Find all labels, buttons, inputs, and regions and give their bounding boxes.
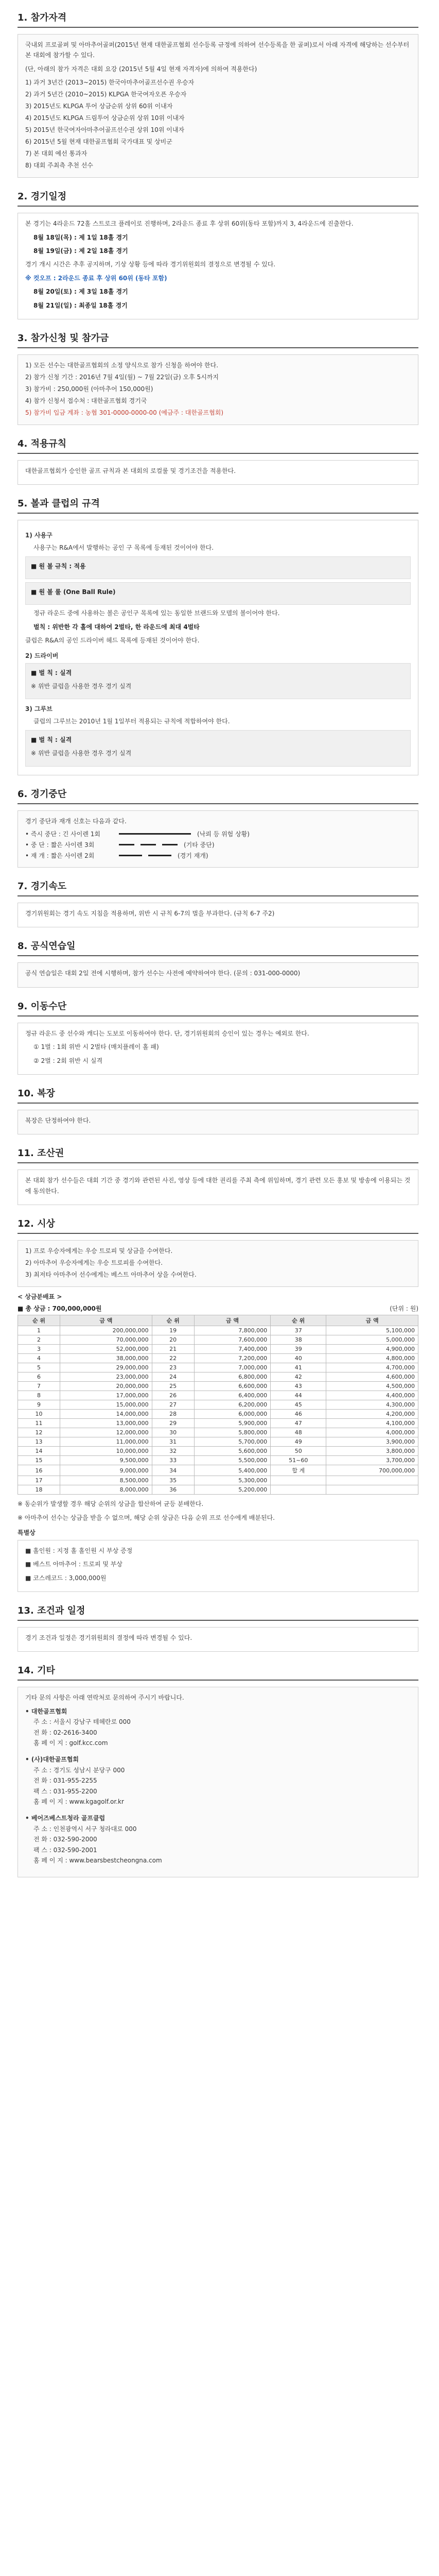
amount-cell: 4,900,000 [326,1345,418,1354]
entry-box [17,354,418,425]
amount-cell: 10,000,000 [60,1447,152,1456]
rank-cell [271,1485,326,1495]
section-title: 4. 적용규칙 [17,436,418,454]
amount-cell: 7,400,000 [194,1345,271,1354]
eligibility-note: (단, 아래의 참가 자격은 대회 요강 (2015년 5월 4일 현재 자격자)에 의하여 적용한다) [25,65,257,73]
table-row [18,1437,418,1447]
amount-cell [326,1476,418,1485]
equipment-box [17,520,418,775]
section-title: 11. 조산권 [17,1146,418,1163]
conditions-text: 경기 조건과 일정은 경기위원회의 결정에 따라 변경될 수 있다. [25,1634,192,1642]
amount-cell: 700,000,000 [326,1465,418,1476]
amount-cell: 4,400,000 [326,1391,418,1400]
table-row [18,1335,418,1345]
schedule-day: 8월 19일(금) : 제 2일 18홀 경기 [33,247,128,255]
dress-text: 복장은 단정하여야 한다. [25,1116,91,1124]
table-row [18,1456,418,1465]
amount-cell: 15,000,000 [60,1400,152,1410]
rank-cell: 30 [152,1428,194,1437]
rule-line: ■ 원 볼 규칙 : 적용 [31,562,86,570]
prize-table-title: < 상금분배표 > [17,1293,62,1301]
prize-table [17,1315,418,1495]
rank-cell: 50 [271,1447,326,1456]
rank-cell: 8 [18,1391,60,1400]
rank-cell: 45 [271,1400,326,1410]
amount-cell: 52,000,000 [60,1345,152,1354]
section-practice [17,939,418,987]
list-item: 1) 모든 선수는 대한골프협회의 소정 양식으로 참가 신청을 하여야 한다. [25,361,219,369]
section-suspension [17,787,418,868]
suspension-text: 경기 중단과 재개 신호는 다음과 같다. [25,817,127,825]
amount-cell: 8,000,000 [60,1485,152,1495]
rank-cell: 37 [271,1326,326,1335]
amount-cell: 4,500,000 [326,1382,418,1391]
rank-cell: 18 [18,1485,60,1495]
section-rights [17,1146,418,1205]
amount-cell: 6,600,000 [194,1382,271,1391]
amount-cell: 5,200,000 [194,1485,271,1495]
table-row [18,1465,418,1476]
penalty-text: 벌칙 : 위반한 각 홀에 대하여 2벌타, 한 라운드에 최대 4벌타 [33,623,200,631]
table-row [18,1428,418,1437]
rank-cell: 14 [18,1447,60,1456]
rank-cell: 29 [152,1419,194,1428]
rank-cell: 22 [152,1354,194,1363]
list-item: 3) 참가비 : 250,000원 (아마추어 150,000원) [25,385,153,393]
amount-cell: 5,300,000 [194,1476,271,1485]
section-other [17,1663,418,1877]
suspension-box [17,810,418,868]
rank-cell: 16 [18,1465,60,1476]
section-transport [17,999,418,1075]
practice-text: 공식 연습일은 대회 2일 전에 시행하며, 참가 선수는 사전에 예약하여야 한다. (문의 : 031-000-0000) [25,970,301,977]
amount-cell: 7,800,000 [194,1326,271,1335]
list-item: 2) 참가 신청 기간 : 2016년 7월 4일(월) ~ 7월 22일(금) 오후 5시까지 [25,373,219,381]
rank-cell: 32 [152,1447,194,1456]
rights-text: 본 대회 참가 선수들은 대회 기간 중 경기와 관련된 사진, 영상 등에 대한 권리를 주최 측에 위임하며, 경기 관련 모든 홍보 및 방송에 이용되는 것에 동의한다. [25,1177,411,1195]
rank-cell: 15 [18,1456,60,1465]
amount-cell: 5,800,000 [194,1428,271,1437]
section-title: 9. 이동수단 [17,999,418,1016]
rank-cell: 39 [271,1345,326,1354]
schedule-intro: 본 경기는 4라운드 72홀 스트로크 플레이로 진행하며, 2라운드 종료 후 상위 60위(동타 포함)까지 3, 4라운드에 진출한다. [25,220,354,228]
amount-cell: 5,600,000 [194,1447,271,1456]
amount-cell: 3,800,000 [326,1447,418,1456]
table-row [18,1382,418,1391]
list-item: 2) 과거 5년간 (2010~2015) KLPGA 한국여자오픈 우승자 [25,91,187,98]
amount-cell: 70,000,000 [60,1335,152,1345]
rank-cell: 20 [152,1335,194,1345]
rank-cell: 10 [18,1410,60,1419]
special-award: ■ 코스레코드 : 3,000,000원 [25,1574,107,1582]
transport-penalty: ② 2벌 : 2회 위반 시 실격 [33,1057,103,1064]
amount-cell: 3,700,000 [326,1456,418,1465]
table-row [18,1345,418,1354]
list-item: 8) 대회 주최측 추천 선수 [25,162,93,170]
unit-label: (단위 : 원) [390,1305,418,1313]
total-prize: ■ 총 상금 : 700,000,000원 [17,1305,102,1313]
transport-penalty: ① 1벌 : 1회 위반 시 2벌타 (매치플레이 홀 패) [33,1043,159,1051]
table-row [18,1447,418,1456]
rank-cell: 11 [18,1419,60,1428]
section-rules [17,436,418,485]
rank-cell: 합 계 [271,1465,326,1476]
table-row [18,1372,418,1382]
amount-cell: 6,200,000 [194,1400,271,1410]
amount-cell: 38,000,000 [60,1354,152,1363]
rank-cell: 9 [18,1400,60,1410]
section-conditions [17,1603,418,1652]
amount-cell: 5,000,000 [326,1335,418,1345]
amount-cell: 9,500,000 [60,1456,152,1465]
rank-cell: 7 [18,1382,60,1391]
list-item: 2) 아마추어 우승자에게는 우승 트로피를 수여한다. [25,1259,163,1267]
rank-cell: 51~60 [271,1456,326,1465]
amount-cell: 6,800,000 [194,1372,271,1382]
eligibility-list [25,77,411,171]
amount-cell: 7,000,000 [194,1363,271,1372]
section-awards [17,1216,418,1592]
contact-intro: 기타 문의 사항은 아래 연락처로 문의하여 주시기 바랍니다. [25,1694,184,1702]
special-award-title: 특별상 [17,1529,36,1536]
section-title: 1. 참가자격 [17,10,418,28]
amount-cell: 14,000,000 [60,1410,152,1419]
contact-item: • 대한골프협회 주 소 : 서울시 강남구 테헤란로 000 전 화 : 02-2616-3400 홈 페 이 지 : golf.kcc.com [25,1707,131,1747]
rank-cell: 33 [152,1456,194,1465]
schedule-day: 8월 20일(토) : 제 3일 18홀 경기 [33,288,128,296]
amount-cell: 23,000,000 [60,1372,152,1382]
rank-cell: 17 [18,1476,60,1485]
amount-cell: 20,000,000 [60,1382,152,1391]
rank-cell: 48 [271,1428,326,1437]
rank-cell: 12 [18,1428,60,1437]
schedule-day: 8월 18일(목) : 제 1일 18홀 경기 [33,233,128,241]
section-dress [17,1086,418,1134]
subsection-title: 1) 사용구 [25,532,52,539]
section-title: 2. 경기일정 [17,189,418,207]
amount-cell [326,1485,418,1495]
schedule-box [17,213,418,319]
amount-cell: 4,600,000 [326,1372,418,1382]
amount-cell: 4,800,000 [326,1354,418,1363]
table-row [18,1363,418,1372]
amount-cell: 12,000,000 [60,1428,152,1437]
table-row [18,1419,418,1428]
signal-short-bar [148,855,171,856]
rule-text: 정규 라운드 중에 사용하는 볼은 공인구 목록에 있는 동일한 브랜드와 모델의 볼이어야 한다. [33,609,280,617]
signal-row: • 즉시 중단 : 긴 사이렌 1회 (낙뢰 등 위험 상황) [25,830,250,838]
list-item: 5) 참가비 입금 계좌 : 농협 301-0000-0000-00 (예금주 : 대한골프협회) [25,409,223,416]
subsection-title: 3) 그루브 [25,705,52,713]
rank-cell: 42 [271,1372,326,1382]
list-item: 7) 본 대회 예선 통과자 [25,150,87,158]
amount-cell: 7,600,000 [194,1335,271,1345]
section-schedule [17,189,418,319]
amount-cell: 8,500,000 [60,1476,152,1485]
amount-cell: 3,900,000 [326,1437,418,1447]
rank-cell: 41 [271,1363,326,1372]
rank-cell: 27 [152,1400,194,1410]
signal-long-bar [119,833,191,835]
transport-text: 정규 라운드 중 선수와 캐디는 도보로 이동하여야 한다. 단, 경기위원회의 승인이 있는 경우는 예외로 한다. [25,1029,309,1037]
rank-cell: 24 [152,1372,194,1382]
table-row [18,1400,418,1410]
rank-cell: 40 [271,1354,326,1363]
table-row [18,1354,418,1363]
section-title: 12. 시상 [17,1216,418,1234]
list-item: 1) 과거 3년간 (2013~2015) 한국아마추어골프선수권 우승자 [25,79,195,87]
amount-cell: 4,100,000 [326,1419,418,1428]
rank-cell: 25 [152,1382,194,1391]
rank-cell: 3 [18,1345,60,1354]
contact-item: • 베어즈베스트청라 골프클럽 주 소 : 인천광역시 서구 청라대로 000 전 화 : 032-590-2000 팩 스 : 032-590-2001 홈 페 이 지 : www.bearsbestcheongna.com [25,1815,162,1864]
amount-cell: 13,000,000 [60,1419,152,1428]
section-entry [17,331,418,425]
rank-cell: 26 [152,1391,194,1400]
groove-text: 클럽의 그루브는 2010년 1월 1일부터 적용되는 규칙에 적합하여야 한다. [33,718,230,725]
section-title: 5. 볼과 클럽의 규격 [17,496,418,514]
rule-line: ■ 원 볼 룰 (One Ball Rule) [31,588,116,596]
amount-cell: 11,000,000 [60,1437,152,1447]
section-title: 8. 공식연습일 [17,939,418,956]
section-pace [17,879,418,927]
contact-box [17,1687,418,1877]
rank-cell [271,1476,326,1485]
section-title: 13. 조건과 일정 [17,1603,418,1621]
amount-cell: 6,000,000 [194,1410,271,1419]
amount-cell: 7,200,000 [194,1354,271,1363]
rank-cell: 44 [271,1391,326,1400]
contact-item: • (사)대한골프협회 주 소 : 경기도 성남시 분당구 000 전 화 : 031-955-2255 팩 스 : 031-955-2200 홈 페 이 지 : www.kgagolf.or.kr [25,1756,125,1805]
list-item: 6) 2015년 5월 현재 대한골프협회 국가대표 및 상비군 [25,138,172,146]
list-item: 4) 2015년도 KLPGA 드림투어 상금순위 상위 10위 이내자 [25,114,185,122]
list-item: 4) 참가 신청서 접수처 : 대한골프협회 경기국 [25,397,147,404]
table-row [18,1391,418,1400]
rank-cell: 36 [152,1485,194,1495]
rank-cell: 19 [152,1326,194,1335]
eligibility-intro: 국내외 프로골퍼 및 아마추어골퍼(2015년 현재 대한골프협회 선수등록 규정에 의하여 선수등록을 한 골퍼)로서 아래 자격에 해당하는 선수부터 본 대회에 참가할 수 있다. [25,41,410,59]
amount-cell: 4,300,000 [326,1400,418,1410]
section-equipment [17,496,418,775]
table-row [18,1485,418,1495]
section-title: 3. 참가신청 및 참가금 [17,331,418,348]
signal-row: • 중 단 : 짧은 사이렌 3회 (기타 중단) [25,841,215,849]
schedule-day: 8월 21일(일) : 최종일 18홀 경기 [33,301,128,309]
special-award: ■ 베스트 아마추어 : 트로피 및 부상 [25,1561,122,1568]
amount-cell: 5,900,000 [194,1419,271,1428]
rank-cell: 46 [271,1410,326,1419]
signal-short-bar [119,855,142,856]
pace-text: 경기위원회는 경기 속도 지침을 적용하며, 위반 시 규칙 6-7의 벌을 부과한다. (규칙 6-7 주2) [25,909,275,917]
rules-text: 대한골프협회가 승인한 골프 규칙과 본 대회의 로컬룰 및 경기조건을 적용한다. [25,467,236,474]
rank-cell: 4 [18,1354,60,1363]
rank-cell: 43 [271,1382,326,1391]
section-title: 10. 복장 [17,1086,418,1104]
amount-cell: 6,400,000 [194,1391,271,1400]
section-title: 6. 경기중단 [17,787,418,804]
amount-cell: 4,000,000 [326,1428,418,1437]
list-item: 3) 2015년도 KLPGA 투어 상금순위 상위 60위 이내자 [25,103,173,110]
driver-intro: 클럽은 R&A의 공인 드라이버 헤드 목록에 등재된 것이어야 한다. [25,637,200,645]
awards-box [17,1240,418,1287]
rank-cell: 21 [152,1345,194,1354]
rank-cell: 34 [152,1465,194,1476]
rule-line: ■ 벌 칙 : 실격 [31,736,72,743]
eligibility-box [17,34,418,178]
schedule-mid: 경기 개시 시간은 추후 공지하며, 기상 상황 등에 따라 경기위원회의 결정으로 변경될 수 있다. [25,261,276,268]
amount-cell: 5,500,000 [194,1456,271,1465]
ball-text: 사용구는 R&A에서 발행하는 공인 구 목록에 등재된 것이어야 한다. [33,544,214,552]
signal-short-bar [162,844,178,845]
amount-cell: 5,700,000 [194,1437,271,1447]
rule-line: ■ 벌 칙 : 실격 [31,669,72,676]
signal-row: • 재 개 : 짧은 사이렌 2회 (경기 재개) [25,852,208,859]
list-item: 3) 최저타 아마추어 선수에게는 베스트 아마추어 상을 수여한다. [25,1271,197,1279]
amount-cell: 200,000,000 [60,1326,152,1335]
rank-cell: 5 [18,1363,60,1372]
rank-cell: 6 [18,1372,60,1382]
rank-cell: 47 [271,1419,326,1428]
amount-cell: 17,000,000 [60,1391,152,1400]
table-header-row: 순 위 금 액 순 위 금 액 순 위 금 액 [18,1315,418,1326]
table-row [18,1476,418,1485]
signal-short-bar [141,844,156,845]
amount-cell: 5,400,000 [194,1465,271,1476]
special-award: ■ 홀인원 : 지정 홀 홀인원 시 부상 증정 [25,1547,133,1554]
rank-cell: 28 [152,1410,194,1419]
list-item: 5) 2015년 한국여자아마추어골프선수권 상위 10위 이내자 [25,126,185,134]
amount-cell: 5,100,000 [326,1326,418,1335]
rule-line: ※ 위반 클럽을 사용한 경우 경기 실격 [31,683,132,690]
rule-line: ※ 위반 클럽을 사용한 경우 경기 실격 [31,750,132,757]
table-row [18,1410,418,1419]
signal-short-bar [119,844,134,845]
rank-cell: 38 [271,1335,326,1345]
rank-cell: 2 [18,1335,60,1345]
rank-cell: 13 [18,1437,60,1447]
prize-note: ※ 동순위가 발생할 경우 해당 순위의 상금을 합산하여 균등 분배한다. [17,1500,204,1508]
amount-cell: 9,000,000 [60,1465,152,1476]
table-row [18,1326,418,1335]
cutoff-note: ※ 컷오프 : 2라운드 종료 후 상위 60위 (동타 포함) [25,274,167,282]
rank-cell: 31 [152,1437,194,1447]
rank-cell: 1 [18,1326,60,1335]
amount-cell: 4,700,000 [326,1363,418,1372]
amount-cell: 4,200,000 [326,1410,418,1419]
rank-cell: 35 [152,1476,194,1485]
prize-note: ※ 아마추어 선수는 상금을 받을 수 없으며, 해당 순위 상금은 다음 순위 프로 선수에게 배분된다. [17,1514,275,1521]
section-title: 14. 기타 [17,1663,418,1681]
rank-cell: 23 [152,1363,194,1372]
list-item: 1) 프로 우승자에게는 우승 트로피 및 상금을 수여한다. [25,1247,173,1255]
amount-cell: 29,000,000 [60,1363,152,1372]
section-eligibility [17,10,418,178]
section-title: 7. 경기속도 [17,879,418,896]
subsection-title: 2) 드라이버 [25,652,59,659]
rank-cell: 49 [271,1437,326,1447]
